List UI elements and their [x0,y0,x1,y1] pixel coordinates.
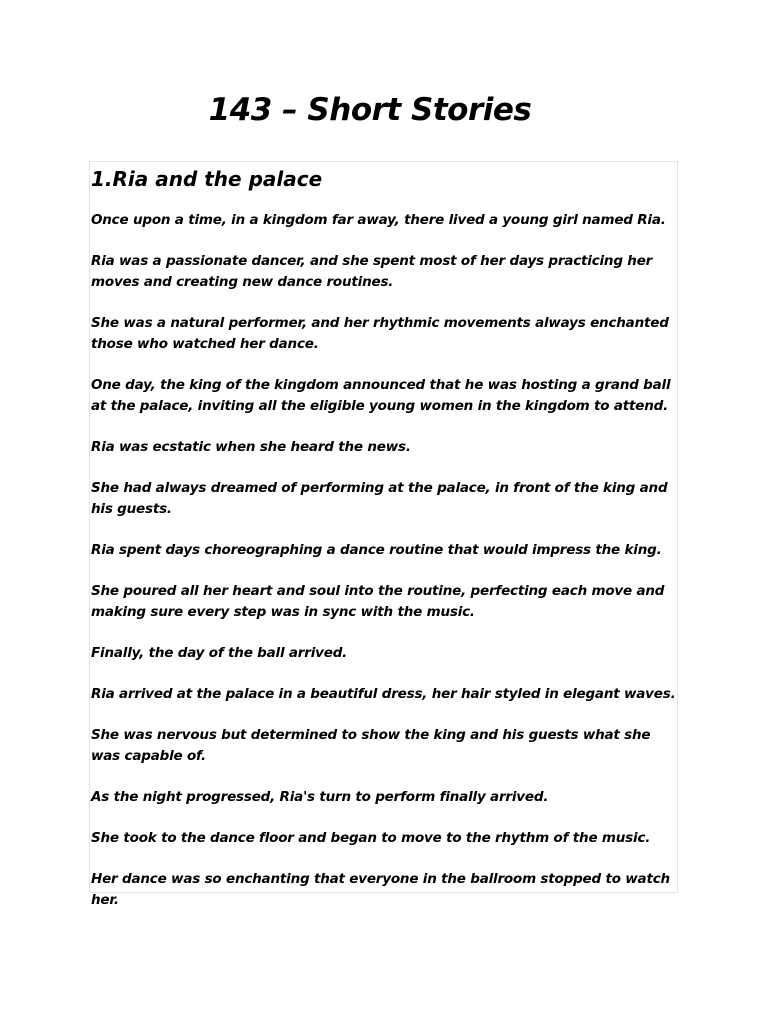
story-paragraph: One day, the king of the kingdom announced that he was hosting a grand ball at the palace, inviting all the eligible young women in the kingdom to attend. [91,377,671,414]
story-paragraph: She had always dreamed of performing at the palace, in front of the king and his guests. [91,480,668,517]
story-paragraph: Once upon a time, in a kingdom far away, there lived a young girl named Ria. [91,212,666,228]
story-paragraph: Ria arrived at the palace in a beautiful dress, her hair styled in elegant waves. [91,686,676,702]
story-heading: 1.Ria and the palace [91,167,323,191]
story-paragraph: She took to the dance floor and began to move to the rhythm of the music. [91,830,651,846]
story-paragraph: Ria was a passionate dancer, and she spent most of her days practicing her moves and creating new dance routines. [91,253,653,290]
page-title: 143 – Short Stories [208,92,532,128]
story-paragraph: She poured all her heart and soul into the routine, perfecting each move and making sure every step was in sync with the music. [91,583,665,620]
story-container [89,161,678,908]
story-paragraph: As the night progressed, Ria's turn to perform finally arrived. [91,789,549,805]
story-paragraph: Finally, the day of the ball arrived. [91,645,348,661]
story-paragraph: Her dance was so enchanting that everyone in the ballroom stopped to watch her. [91,871,670,908]
story-paragraph: She was a natural performer, and her rhythmic movements always enchanted those who watched her dance. [91,315,669,352]
story-paragraph: Ria was ecstatic when she heard the news. [91,439,411,455]
story-paragraph: She was nervous but determined to show the king and his guests what she was capable of. [91,727,651,764]
story-paragraph: Ria spent days choreographing a dance routine that would impress the king. [91,542,662,558]
